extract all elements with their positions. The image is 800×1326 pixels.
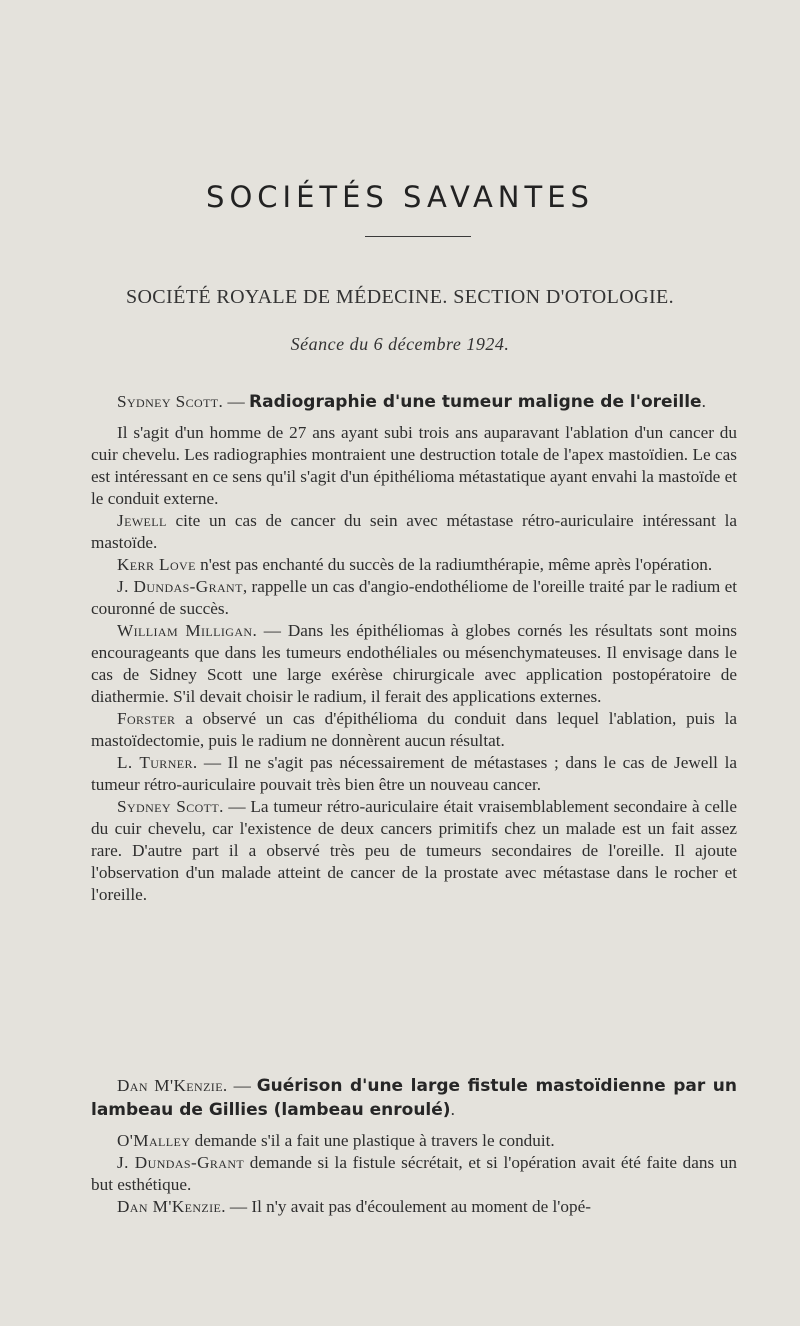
case-1-paragraph — [91, 510, 737, 554]
case-2-paragraph — [91, 1152, 737, 1196]
case-2-title-end: . — [450, 1100, 455, 1119]
case-1-paragraph — [91, 796, 737, 906]
case-1-title-end: . — [701, 392, 706, 411]
paragraph-text: . — Dans les épithéliomas à globes cornés les résultats sont moins encourageants que dans les tumeurs endothéliales ou mésenchymateuses. Il envisage dans le cas de Sidney Scott une large exérèse chirurgicale avec application postopératoire de diathermie. S'il devait choisir le radium, il ferait des applications externes. — [91, 621, 737, 706]
paragraph-text: , rappelle un cas d'angio-endothéliome de l'oreille traité par le radium et couronné de succès. — [91, 577, 737, 618]
case-2-heading — [91, 1074, 737, 1122]
case-1-paragraph — [91, 576, 737, 620]
paragraph-text: . — La tumeur rétro-auriculaire était vraisemblablement secondaire à celle du cuir chevelu, car l'existence de deux cancers primitifs chez un malade est un fait assez rare. D'autre part il a observé très peu de tumeurs secondaires de l'oreille. Il ajoute l'observation d'un malade atteint de cancer de la prostate avec métastase dans le rocher et l'oreille. — [91, 797, 737, 904]
session-date: Séance du 6 décembre 1924. — [290, 334, 510, 354]
paragraph-text: Il s'agit d'un homme de 27 ans ayant subi trois ans auparavant l'ablation d'un cancer du cuir chevelu. Les radiographies montraient une destruction totale de l'apex mastoïdien. Le cas est intéressant en ce sens qu'il s'agit d'un épithélioma métastatique ayant envahi la mastoïde et le conduit externe. — [91, 423, 737, 508]
speaker-name: Sydney Scott — [117, 797, 220, 816]
society-heading: SOCIÉTÉ ROYALE DE MÉDECINE. SECTION D'OTOLOGIE. — [125, 286, 675, 308]
case-2-speaker: Dan M'Kenzie. — [117, 1076, 228, 1095]
case-1-paragraph — [91, 620, 737, 708]
title-divider — [365, 236, 471, 237]
case-1-paragraph — [91, 708, 737, 752]
case-1-title: Radiographie d'une tumeur maligne de l'oreille — [249, 392, 702, 412]
paragraph-text: cite un cas de cancer du sein avec métastase rétro-auriculaire intéressant la mastoïde. — [91, 511, 737, 552]
case-1-paragraph — [91, 422, 737, 510]
speaker-name: Forster — [117, 709, 176, 728]
speaker-name: O'Malley — [117, 1131, 191, 1150]
case-2-paragraph — [91, 1196, 737, 1218]
case-2-title: Guérison d'une large fistule mastoïdienne par un lambeau de Gillies (lambeau enroulé) — [91, 1076, 738, 1120]
paragraph-text: demande s'il a fait une plastique à travers le conduit. — [190, 1131, 555, 1150]
case-1-speaker: Sydney Scott. — [117, 392, 224, 411]
paragraph-text: demande si la fistule sécrétait, et si l'opération avait été faite dans un but esthétique. — [91, 1153, 737, 1194]
speaker-name: William Milligan — [117, 621, 253, 640]
speaker-name: L. Turner — [117, 753, 193, 772]
case-1 — [91, 390, 737, 906]
speaker-name: Dan M'Kenzie — [117, 1197, 222, 1216]
speaker-name: J. Dundas-Grant — [117, 1153, 245, 1172]
case-1-paragraph — [91, 554, 737, 576]
speaker-name: Kerr Love — [117, 555, 196, 574]
case-2-paragraph — [91, 1130, 737, 1152]
case-1-dash: — — [223, 392, 250, 411]
paragraph-text: a observé un cas d'épithélioma du conduit dans lequel l'ablation, puis la mastoïdectomie, puis le radium ne donnèrent aucun résultat. — [91, 709, 737, 750]
case-2 — [91, 1074, 737, 1218]
case-1-paragraph — [91, 752, 737, 796]
case-1-heading — [91, 390, 737, 414]
paragraph-text: n'est pas enchanté du succès de la radiumthérapie, même après l'opération. — [195, 555, 713, 574]
speaker-name: Jewell — [117, 511, 167, 530]
section-title: SOCIÉTÉS SAVANTES — [206, 180, 594, 214]
paragraph-text: . — Il ne s'agit pas nécessairement de métastases ; dans le cas de Jewell la tumeur rétro-auriculaire pouvait très bien être un nouveau cancer. — [91, 753, 737, 794]
speaker-name: J. Dundas-Grant — [117, 577, 243, 596]
paragraph-text: . — Il n'y avait pas d'écoulement au moment de l'opé- — [221, 1197, 591, 1216]
case-2-dash: — — [227, 1076, 257, 1095]
